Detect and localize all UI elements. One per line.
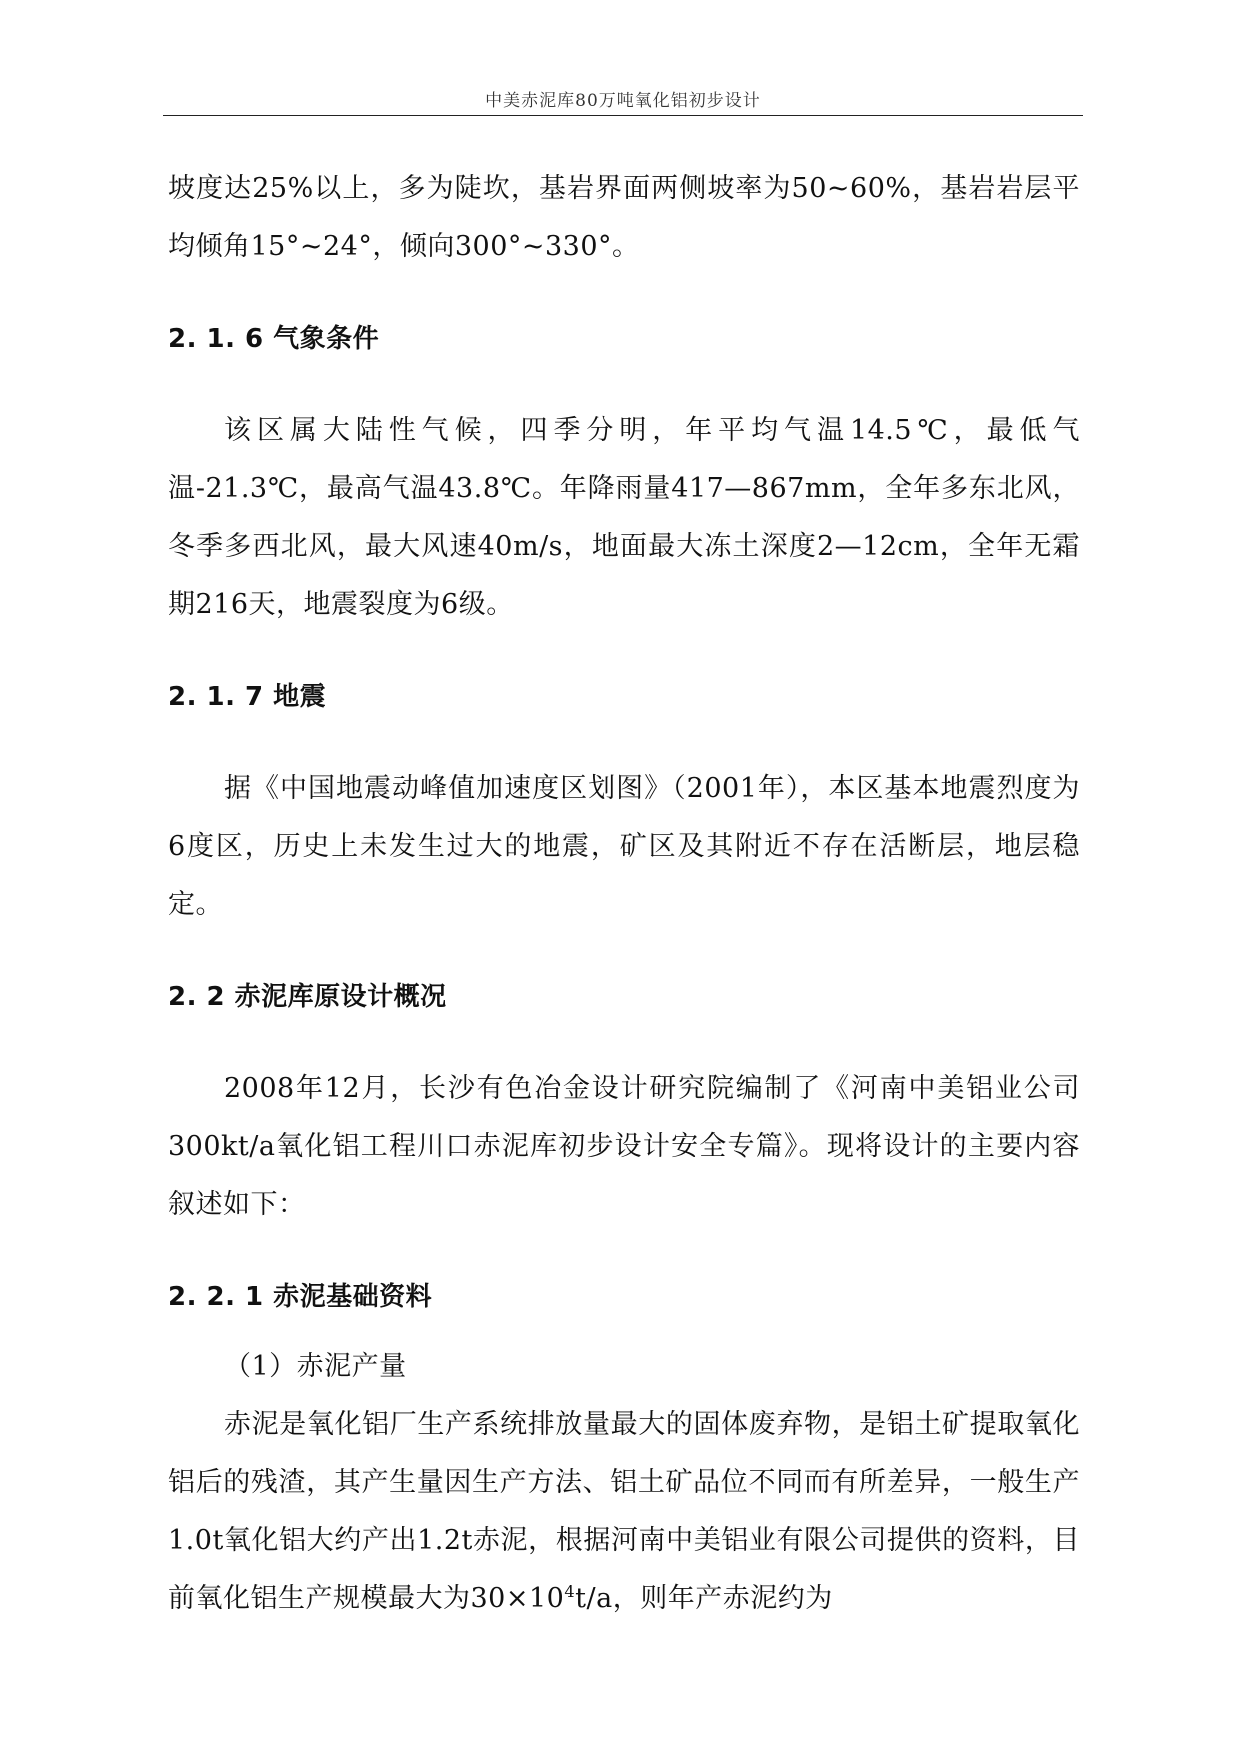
heading-2-1-7-earthquake: 2. 1. 7 地震 bbox=[168, 682, 327, 712]
paragraph-climate: 该区属大陆性气候，四季分明，年平均气温14.5℃，最低气温-21.3℃，最高气温43.8℃。年降雨量417—867mm，全年多东北风，冬季多西北风，最大风速40m/s，地面最大冻土深度2—12cm，全年无霜期216天，地震裂度为6级。 bbox=[168, 415, 1080, 620]
list-item-red-mud-output: （1）赤泥产量 bbox=[224, 1351, 407, 1382]
paragraph-terrain-continued: 坡度达25%以上，多为陡坎，基岩界面两侧坡率为50~60%，基岩岩层平均倾角15°~24°，倾向300°~330°。 bbox=[168, 173, 1080, 262]
paragraph-earthquake: 据《中国地震动峰值加速度区划图》（2001年），本区基本地震烈度为6度区，历史上未发生过大的地震，矿区及其附近不存在活断层，地层稳定。 bbox=[168, 773, 1080, 920]
spacer bbox=[168, 934, 1080, 968]
heading-2-2-design-overview: 2. 2 赤泥库原设计概况 bbox=[168, 982, 447, 1012]
page-header-title: 中美赤泥库80万吨氧化铝初步设计 bbox=[485, 91, 761, 111]
spacer bbox=[168, 1026, 1080, 1060]
paragraph-red-mud-output-tail: t/a，则年产赤泥约为 bbox=[575, 1583, 833, 1614]
spacer bbox=[168, 276, 1080, 310]
document-body bbox=[168, 160, 1080, 1628]
heading-2-1-6-climate: 2. 1. 6 气象条件 bbox=[168, 324, 380, 354]
paragraph-red-mud-output bbox=[168, 1396, 1080, 1628]
spacer bbox=[168, 726, 1080, 760]
heading-2-2-1-basic-data: 2. 2. 1 赤泥基础资料 bbox=[168, 1282, 433, 1312]
paragraph-original-design: 2008年12月，长沙有色冶金设计研究院编制了《河南中美铝业公司300kt/a氧化铝工程川口赤泥库初步设计安全专篇》。现将设计的主要内容叙述如下： bbox=[168, 1073, 1080, 1220]
spacer bbox=[168, 1234, 1080, 1268]
spacer bbox=[168, 368, 1080, 402]
superscript-exponent: 4 bbox=[564, 1582, 576, 1601]
header-divider bbox=[163, 115, 1083, 116]
paragraph-red-mud-output-text: 赤泥是氧化铝厂生产系统排放量最大的固体废弃物，是铝土矿提取氧化铝后的残渣，其产生量因生产方法、铝土矿品位不同而有所差异，一般生产1.0t氧化铝大约产出1.2t赤泥，根据河南中美铝业有限公司提供的资料，目前氧化铝生产规模最大为30×10 bbox=[168, 1409, 1080, 1614]
spacer bbox=[168, 1326, 1080, 1338]
spacer bbox=[168, 634, 1080, 668]
